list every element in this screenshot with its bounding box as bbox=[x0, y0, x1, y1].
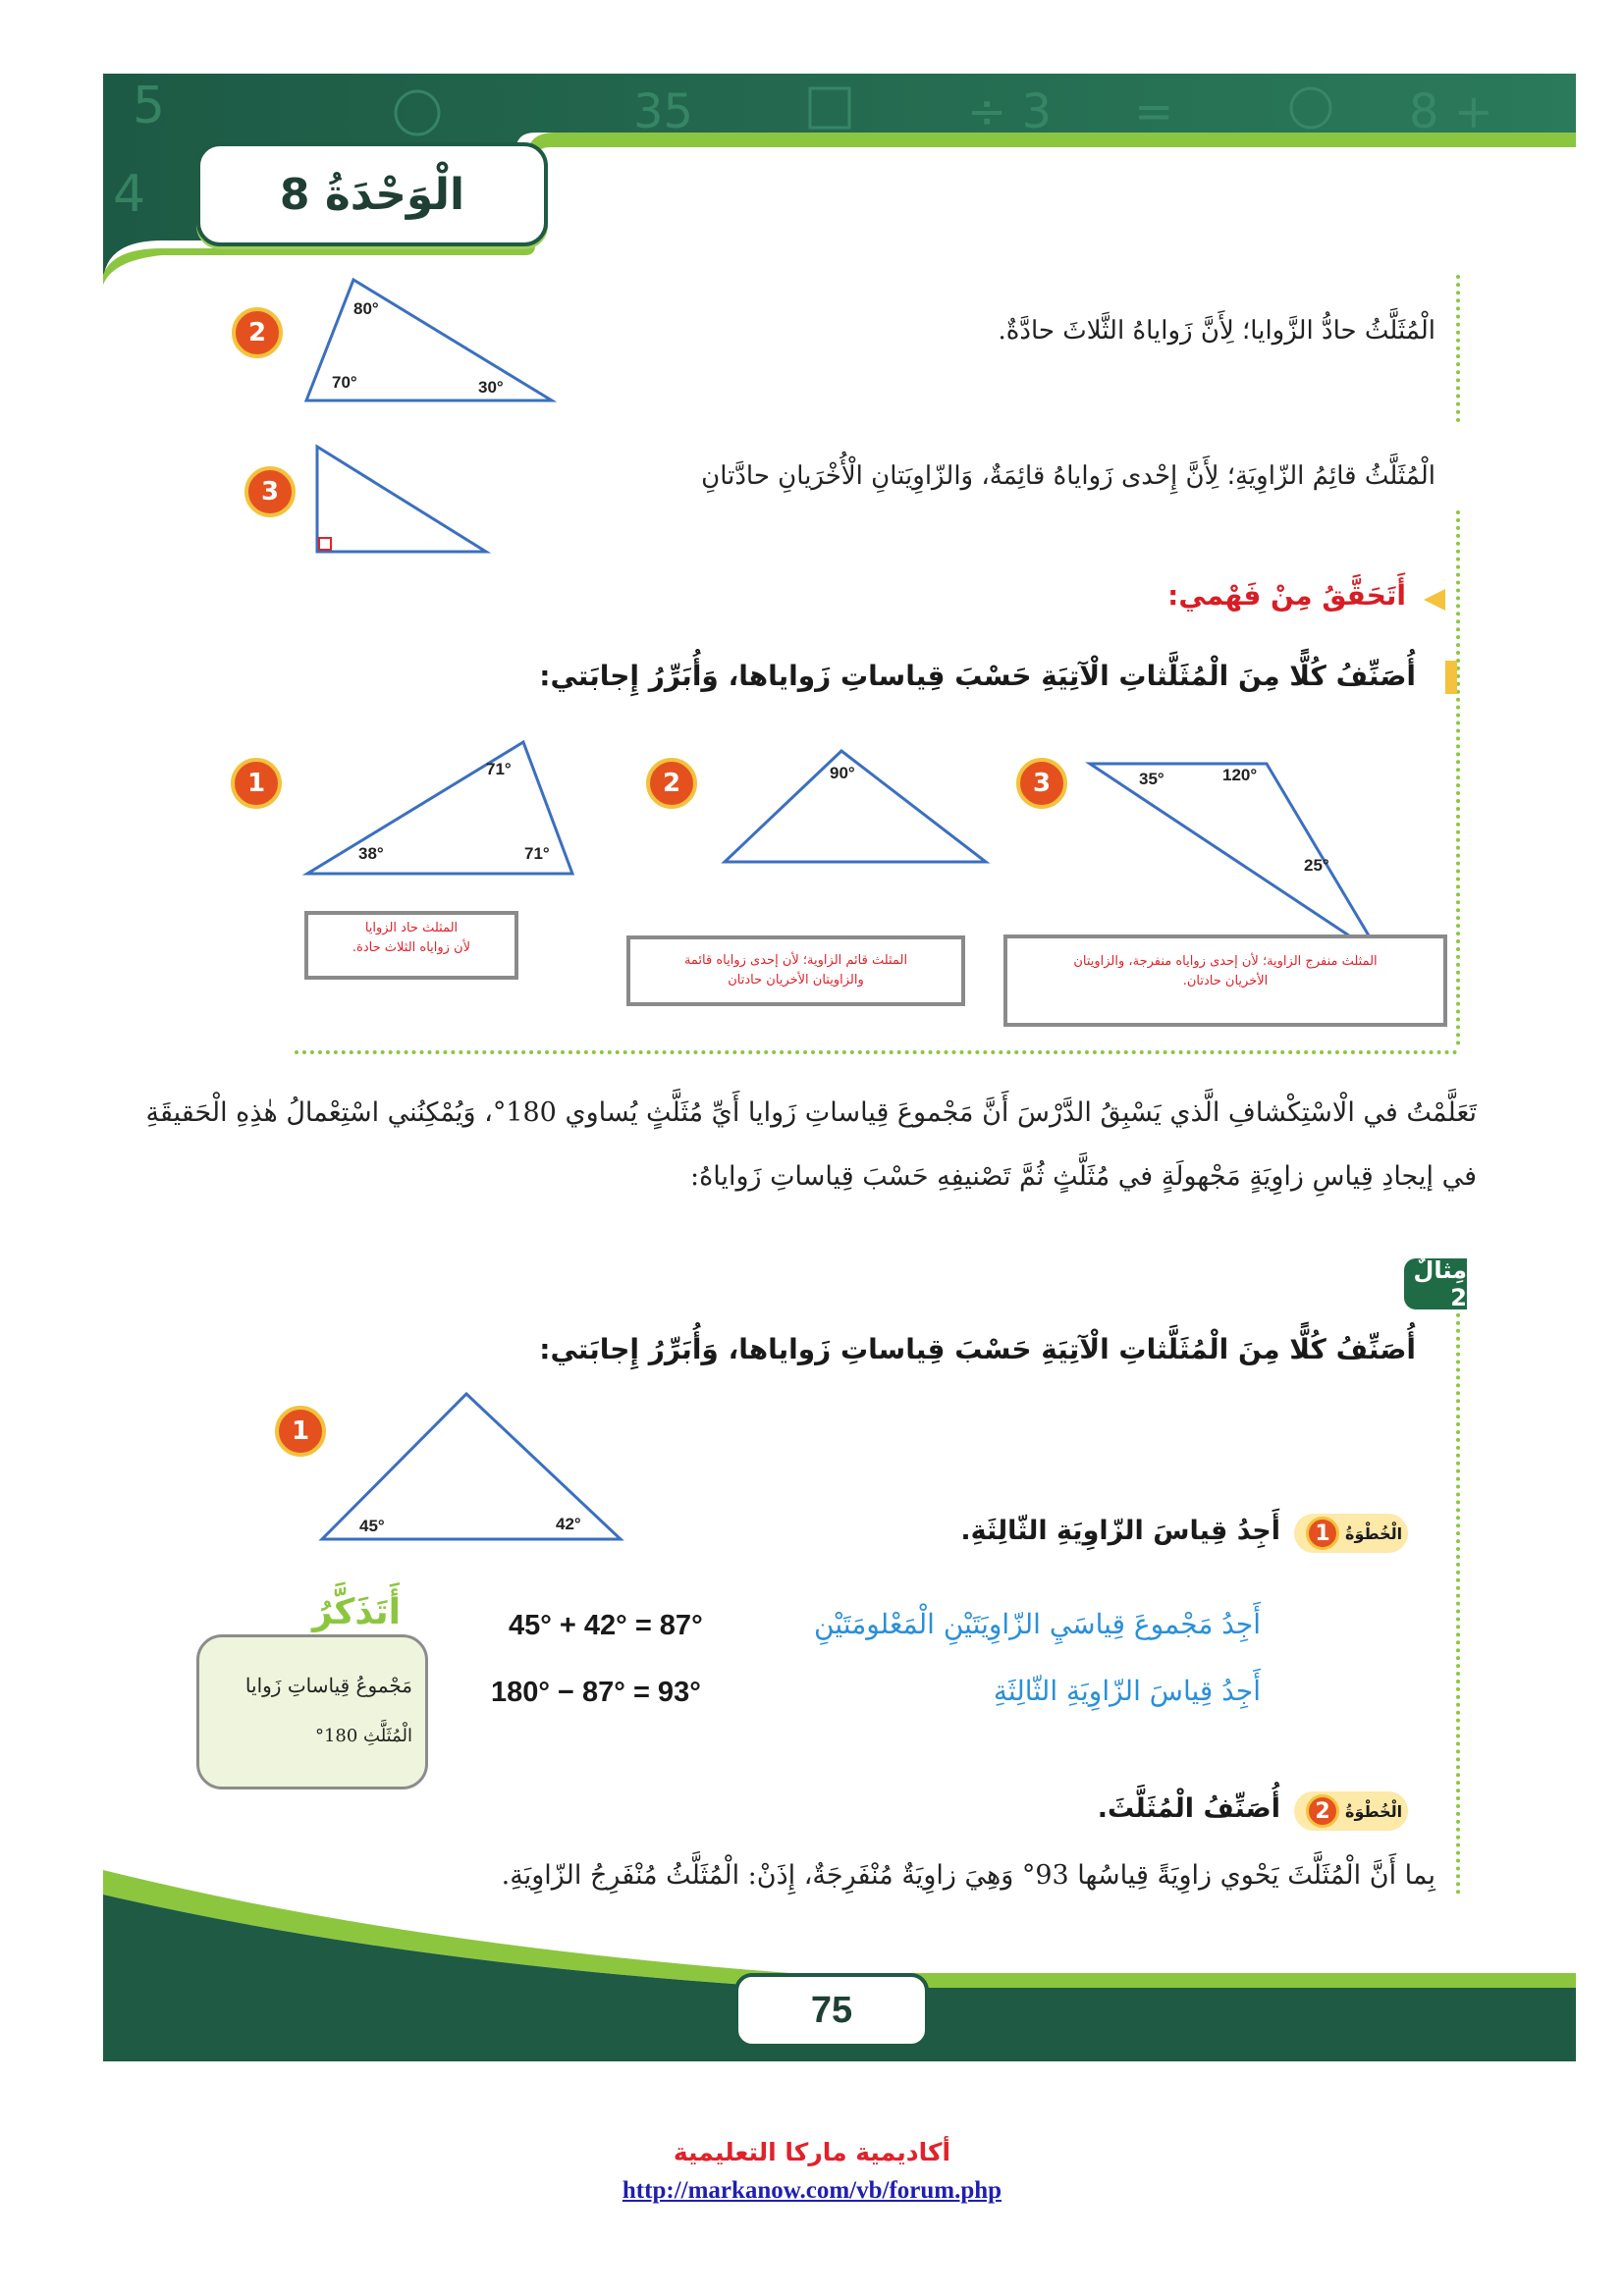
intro-paragraph-line: في إيجادِ قِياسِ زاوِيَةٍ مَجْهولَةٍ في مُثَلَّثٍ ثُمَّ تَصْنيفِهِ حَسْبَ قِياساتِ زَواياهُ: bbox=[689, 1161, 1477, 1192]
equation: 45° + 42° = 87° bbox=[509, 1610, 703, 1641]
angle-label: 30° bbox=[478, 378, 504, 397]
explain-line: أَجِدُ مَجْموعَ قِياسَيِ الزّاوِيَتَيْنِ الْمَعْلومَتَيْنِ bbox=[814, 1608, 1261, 1640]
answer-line: والزاويتان الأخريان حادتان bbox=[728, 973, 864, 988]
item-badge: 3 bbox=[1016, 758, 1067, 809]
conclusion-text: بِما أَنَّ الْمُثَلَّثَ يَحْوي زاوِيَةً قِياسُها 93° وَهِيَ زاوِيَةٌ مُنْفَرِجَةٌ، إِذَنْ: الْمُثَلَّثُ مُنْفَرِجُ الزّاوِيَةِ. bbox=[501, 1860, 1435, 1891]
answer-line: المثلث منفرج الزاوية؛ لأن إحدى زواياه منفرجة، والزاويتان bbox=[1073, 954, 1378, 969]
item-badge: 1 bbox=[275, 1406, 326, 1457]
answer-box bbox=[1003, 934, 1447, 1027]
svg-text:5: 5 bbox=[133, 77, 166, 135]
academy-link[interactable]: http://markanow.com/vb/forum.php bbox=[622, 2177, 1002, 2204]
angle-label: 35° bbox=[1139, 770, 1164, 788]
step-1-pill bbox=[1294, 1514, 1408, 1553]
dotted-rule bbox=[295, 1050, 1458, 1054]
svg-text:÷ 3: ÷ 3 bbox=[967, 84, 1053, 139]
instruction-marker bbox=[1445, 661, 1457, 694]
example-statement: الْمُثَلَّثُ قائِمُ الزّاوِيَةِ؛ لِأَنَّ إِحْدى زَواياهُ قائِمَةٌ، وَالزّاوِيَتانِ الْأُخْرَيانِ حادَّتانِ bbox=[701, 461, 1435, 491]
answer-box bbox=[304, 911, 518, 980]
remember-title: أَتَذَكَّرُ bbox=[312, 1592, 401, 1632]
angle-label: 71° bbox=[524, 844, 550, 863]
angle-label: 42° bbox=[556, 1515, 581, 1533]
step-1-text: أَجِدُ قِياسَ الزّاوِيَةِ الثّالِثَةِ. bbox=[960, 1516, 1280, 1546]
answer-line: المثلث قائم الزاوية؛ لأن إحدى زواياه قائمة bbox=[683, 953, 908, 968]
example-instruction: أُصَنِّفُ كُلًّا مِنَ الْمُثَلَّثاتِ الْآتِيَةِ حَسْبَ قِياساتِ زَواياها، وَأُبَرِّرُ إِجابَتي: bbox=[539, 1333, 1416, 1365]
right-triangle-figure bbox=[309, 442, 496, 560]
step-label: الْخُطْوَةُ bbox=[1345, 1523, 1403, 1543]
svg-text:4: 4 bbox=[113, 165, 146, 224]
remember-box bbox=[196, 1634, 428, 1789]
item-badge: 1 bbox=[231, 758, 282, 809]
answer-line: المثلث حاد الزوايا bbox=[364, 921, 459, 935]
angle-label: 70° bbox=[332, 373, 357, 392]
remember-line: مَجْموعُ قِياساتِ زَوايا bbox=[244, 1674, 412, 1697]
dotted-rule bbox=[1456, 1306, 1460, 1895]
angle-label: 38° bbox=[358, 844, 384, 863]
step-number: 2 bbox=[1306, 1794, 1339, 1828]
dotted-rule bbox=[1456, 275, 1460, 422]
step-label: الْخُطْوَةُ bbox=[1345, 1801, 1403, 1821]
angle-label: 71° bbox=[486, 760, 512, 778]
answer-line: لأن زواياه الثلاث حادة. bbox=[352, 940, 471, 955]
item-badge: 2 bbox=[232, 307, 283, 358]
answer-box bbox=[626, 935, 965, 1006]
angle-label: 120° bbox=[1222, 766, 1258, 784]
explain-line: أَجِدُ قِياسَ الزّاوِيَةِ الثّالِثَةِ bbox=[993, 1675, 1261, 1707]
right-triangle-figure bbox=[719, 746, 994, 869]
page-number: 75 bbox=[734, 1973, 929, 2048]
arrow-left-icon bbox=[1422, 587, 1447, 613]
intro-paragraph-line: تَعَلَّمْتُ في الْاسْتِكْشافِ الَّذي يَسْبِقُ الدَّرْسَ أَنَّ مَجْموعَ قِياساتِ زَوايا أَيِّ مُثَلَّثٍ يُساوي 180°، وَيُمْكِنُني اسْتِعْمالُ هٰذِهِ الْحَقيقَةِ bbox=[145, 1097, 1477, 1128]
dotted-rule bbox=[1456, 510, 1460, 1045]
step-2-text: أُصَنِّفُ الْمُثَلَّثَ. bbox=[1097, 1793, 1280, 1824]
check-title: أَتَحَقَّقُ مِنْ فَهْمي: bbox=[1167, 579, 1406, 612]
example-tag: مِثالٌ 2 bbox=[1404, 1258, 1467, 1309]
step-number: 1 bbox=[1306, 1517, 1339, 1550]
example-statement: الْمُثَلَّثُ حادُّ الزَّوايا؛ لِأَنَّ زَواياهُ الثَّلاثَ حادَّةٌ. bbox=[998, 316, 1435, 346]
step-2-pill bbox=[1294, 1791, 1408, 1831]
equation: 180° − 87° = 93° bbox=[491, 1677, 701, 1708]
angle-label: 80° bbox=[353, 299, 379, 318]
item-badge: 3 bbox=[244, 466, 296, 517]
svg-text:35: 35 bbox=[633, 84, 694, 139]
angle-label: 25° bbox=[1304, 856, 1329, 875]
angle-label: 45° bbox=[359, 1517, 385, 1535]
svg-text:8 +: 8 + bbox=[1409, 84, 1494, 139]
unit-title: الْوَحْدَةُ 8 bbox=[196, 142, 548, 246]
item-badge: 2 bbox=[646, 758, 697, 809]
check-instruction: أُصَنِّفُ كُلًّا مِنَ الْمُثَلَّثاتِ الْآتِيَةِ حَسْبَ قِياساتِ زَواياها، وَأُبَرِّرُ إِجابَتي: bbox=[539, 660, 1416, 692]
answer-line: الأخريان حادتان. bbox=[1182, 974, 1269, 988]
angle-label: 90° bbox=[830, 764, 855, 782]
svg-text:=: = bbox=[1134, 84, 1174, 139]
academy-name: أكاديمية ماركا التعليمية bbox=[673, 2138, 951, 2166]
remember-line: الْمُثَلَّثِ 180° bbox=[314, 1726, 412, 1746]
